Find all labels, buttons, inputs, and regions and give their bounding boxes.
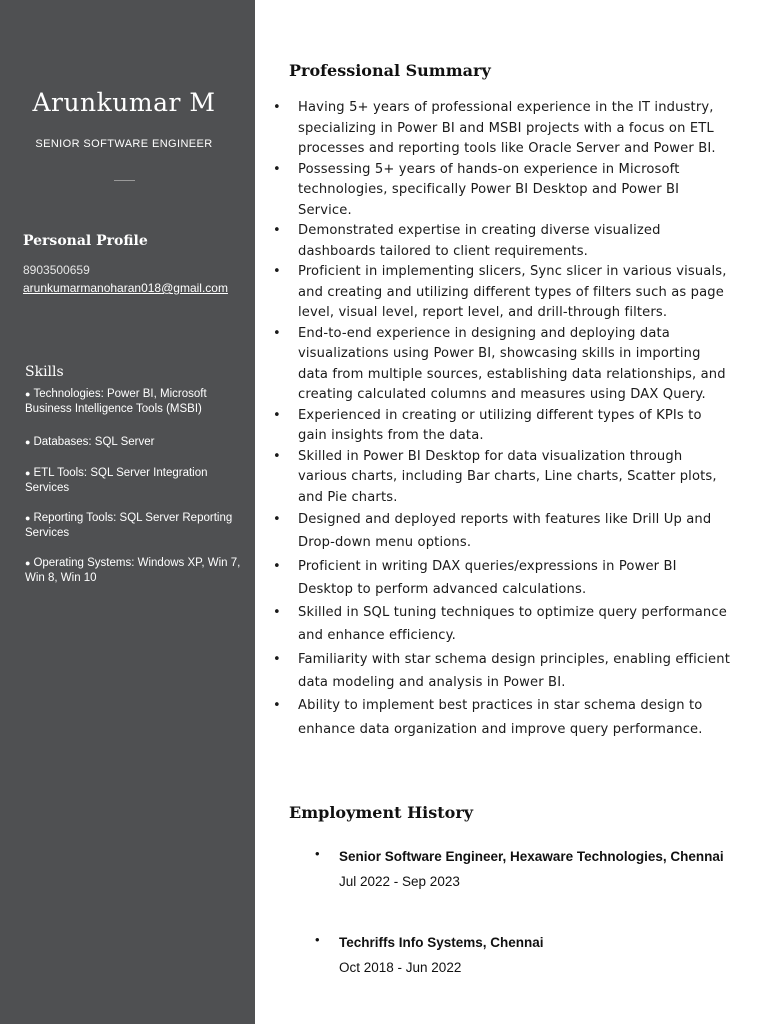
bullet-icon: • — [273, 325, 281, 341]
job-entry — [315, 932, 739, 978]
bullet-icon: • — [273, 512, 281, 527]
summary-item — [255, 555, 768, 602]
skill-item — [25, 435, 247, 450]
skill-item — [25, 466, 247, 495]
bullet-icon: ● — [25, 468, 31, 478]
summary-text: End-to-end experience in designing and deploying data visualizations using Power BI, showcasing skills in importing data from multiple sources, establishing data relationships, and creating calculated columns and measures using DAX Query. — [298, 325, 726, 402]
skill-text: Operating Systems: Windows XP, Win 7, Win 8, Win 10 — [25, 557, 241, 584]
bullet-icon: • — [315, 846, 320, 861]
bullet-icon: • — [273, 223, 281, 238]
skill-text: ETL Tools: SQL Server Integration Services — [25, 467, 208, 494]
summary-item — [255, 221, 768, 262]
job-role: Senior Software Engineer, Hexaware Technologies, Chennai — [339, 849, 724, 864]
summary-text: Demonstrated expertise in creating diverse visualized dashboards tailored to client requirements. — [298, 223, 661, 259]
summary-text: Having 5+ years of professional experience in the IT industry, specializing in Power BI and MSBI projects with a focus on ETL processes and reporting tools like Oracle Server and Power BI. — [298, 100, 716, 156]
bullet-icon: • — [273, 161, 281, 177]
skill-item — [25, 556, 247, 585]
skills-heading: Skills — [25, 364, 64, 380]
bullet-icon: • — [273, 448, 281, 464]
summary-item — [255, 508, 768, 555]
bullet-icon: • — [273, 558, 281, 574]
summary-item — [255, 694, 768, 741]
sidebar — [0, 0, 255, 1024]
candidate-job-title: SENIOR SOFTWARE ENGINEER — [35, 138, 213, 150]
skill-item — [25, 387, 247, 416]
summary-text: Skilled in Power BI Desktop for data visualization through various charts, including Bar charts, Line charts, Scatter plots, and Pie charts. — [298, 448, 717, 505]
candidate-name: Arunkumar M — [32, 88, 216, 117]
bullet-icon: ● — [25, 513, 31, 523]
summary-text: Proficient in writing DAX queries/expressions in Power BI Desktop to perform advanced calculations. — [298, 558, 677, 597]
skill-text: Technologies: Power BI, Microsoft Business Intelligence Tools (MSBI) — [25, 388, 207, 415]
summary-item — [255, 262, 768, 324]
summary-item — [255, 160, 768, 222]
professional-summary-heading: Professional Summary — [289, 61, 491, 80]
skill-text: Reporting Tools: SQL Server Reporting Services — [25, 512, 233, 539]
job-role: Techriffs Info Systems, Chennai — [339, 935, 544, 950]
summary-text: Familiarity with star schema design principles, enabling efficient data modeling and analysis in Power BI. — [298, 651, 730, 691]
summary-text: Designed and deployed reports with features like Drill Up and Drop-down menu options. — [298, 512, 712, 551]
job-entry — [315, 846, 739, 892]
skill-text: Databases: SQL Server — [33, 436, 155, 448]
summary-list — [255, 98, 768, 741]
bullet-icon: • — [273, 407, 281, 423]
summary-text: Skilled in SQL tuning techniques to optimize query performance and enhance efficiency. — [298, 605, 727, 644]
bullet-icon: • — [273, 264, 281, 279]
phone-number: 8903500659 — [23, 263, 90, 277]
summary-item — [255, 324, 768, 406]
bullet-icon: • — [273, 698, 281, 714]
main-content — [255, 0, 768, 1024]
summary-item — [255, 447, 768, 509]
personal-profile-heading: Personal Profile — [23, 233, 148, 249]
bullet-icon: • — [273, 100, 281, 115]
summary-text: Experienced in creating or utilizing different types of KPIs to gain insights from the data. — [298, 407, 702, 443]
summary-item — [255, 406, 768, 447]
summary-text: Possessing 5+ years of hands-on experience in Microsoft technologies, specifically Power BI Desktop and Power BI Service. — [298, 161, 680, 218]
job-dates: Oct 2018 - Jun 2022 — [339, 960, 462, 975]
summary-text: Proficient in implementing slicers, Sync slicer in various visuals, and creating and utilizing different types of filters such as page level, visual level, report level, and drill-through filters. — [298, 264, 727, 320]
name-divider — [114, 180, 135, 181]
bullet-icon: ● — [25, 558, 31, 568]
employment-history-heading: Employment History — [289, 803, 474, 822]
bullet-icon: ● — [25, 437, 31, 447]
bullet-icon: • — [273, 651, 281, 667]
skill-item — [25, 511, 247, 540]
job-dates: Jul 2022 - Sep 2023 — [339, 874, 460, 889]
bullet-icon: • — [273, 605, 281, 621]
summary-item — [255, 601, 768, 648]
summary-text: Ability to implement best practices in star schema design to enhance data organization and improve query performance. — [298, 698, 703, 737]
summary-item — [255, 648, 768, 695]
summary-item — [255, 98, 768, 160]
bullet-icon: • — [315, 932, 320, 947]
email-link[interactable]: arunkumarmanoharan018@gmail.com — [23, 281, 228, 295]
bullet-icon: ● — [25, 389, 31, 399]
